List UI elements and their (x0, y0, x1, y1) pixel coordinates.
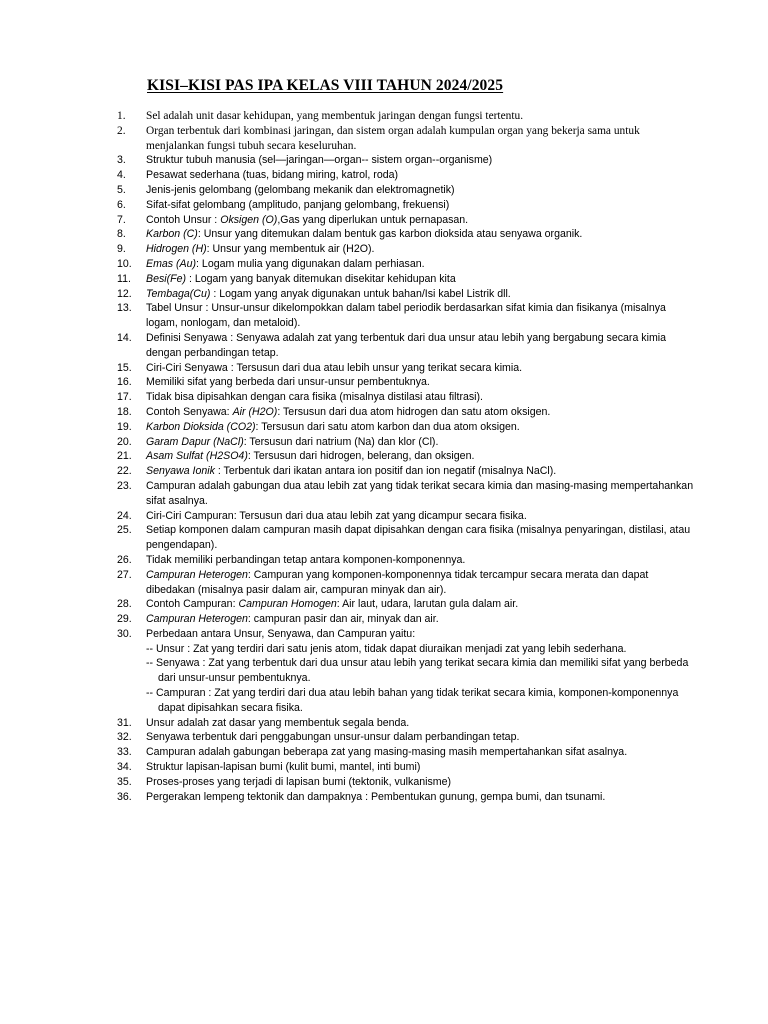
list-item-segment: Contoh Senyawa: (146, 405, 233, 418)
list-item (117, 435, 697, 450)
list-item-number: 23. (117, 479, 132, 492)
list-item-segment: Tidak bisa dipisahkan dengan cara fisika (misalnya distilasi atau filtrasi). (146, 391, 483, 404)
list-item (117, 553, 697, 568)
list-item (117, 775, 697, 790)
list-item-number: 16. (117, 376, 132, 389)
list-item-text (146, 465, 556, 477)
list-item-number: 30. (117, 627, 132, 640)
list-item-text (146, 628, 415, 640)
list-item (117, 213, 697, 228)
list-item-number: 34. (117, 761, 132, 774)
list-item-text (146, 288, 511, 300)
list-item-number: 9. (117, 243, 126, 256)
list-item-number: 22. (117, 465, 132, 478)
list-item-text (146, 436, 438, 448)
list-item-number: 31. (117, 716, 132, 729)
list-item-term: Garam Dapur (NaCl) (146, 435, 244, 448)
list-item-number: 1. (117, 110, 126, 122)
list-item-segment: ,Gas yang diperlukan untuk pernapasan. (277, 213, 469, 226)
list-item-number: 21. (117, 450, 132, 463)
list-item-number: 25. (117, 524, 132, 537)
list-item-term: Campuran Heterogen (146, 568, 248, 581)
list-item (117, 227, 697, 242)
list-item (117, 375, 697, 390)
list-item-term: Besi(Fe) (146, 272, 187, 285)
list-item (117, 361, 697, 376)
list-item (117, 730, 697, 745)
list-item-number: 10. (117, 257, 132, 270)
list-item-text (146, 376, 430, 388)
list-item-segment: Definisi Senyawa : Senyawa adalah zat yang terbentuk dari dua unsur atau lebih yang bergabung secara kimia dengan perbandingan tetap. (146, 331, 667, 359)
list-item-text (146, 184, 455, 196)
list-item-segment: : Air laut, udara, larutan gula dalam air. (336, 598, 519, 611)
list-item-text (146, 169, 398, 181)
list-item-segment: Organ terbentuk dari kombinasi jaringan, dan sistem organ adalah kumpulan organ yang bekerja sama untuk menjalankan fungsi tubuh secara keseluruhan. (146, 124, 640, 152)
list-item-segment: : Logam yang banyak ditemukan disekitar kehidupan kita (186, 272, 456, 285)
list-item (117, 198, 697, 213)
list-item-number: 27. (117, 568, 132, 581)
list-item-text (146, 510, 527, 522)
list-item-segment: Unsur adalah zat dasar yang membentuk segala benda. (146, 716, 410, 729)
list-item-segment: Contoh Unsur : (146, 213, 221, 226)
list-item-segment: Struktur lapisan-lapisan bumi (kulit bumi, mantel, inti bumi) (146, 761, 421, 774)
list-item-segment: : Tersusun dari dua atom hidrogen dan satu atom oksigen. (277, 405, 551, 418)
list-item-text (146, 598, 518, 610)
list-item-number: 20. (117, 435, 132, 448)
list-item-number: 8. (117, 228, 126, 241)
list-item-segment: : Tersusun dari satu atom karbon dan dua atom oksigen. (255, 420, 520, 433)
list-item (117, 272, 697, 287)
list-item-term: Senyawa Ionik (146, 465, 215, 478)
list-item (117, 301, 697, 331)
list-item-number: 6. (117, 198, 126, 211)
list-item-term: Oksigen (O) (220, 213, 278, 226)
list-item-text (146, 110, 523, 122)
list-item-number: 28. (117, 598, 132, 611)
list-item-number: 32. (117, 731, 132, 744)
list-item-number: 19. (117, 420, 132, 433)
list-item-text (146, 406, 550, 418)
list-subitem: -- Senyawa : Zat yang terbentuk dari dua unsur atau lebih yang terikat secara kimia dan memiliki sifat yang berbeda dari unsur-unsur pembentuknya. (146, 657, 689, 685)
list-item-number: 33. (117, 746, 132, 759)
list-item-segment: Senyawa terbentuk dari penggabungan unsur-unsur dalam perbandingan tetap. (146, 731, 520, 744)
list-item-segment: Pergerakan lempeng tektonik dan dampaknya : Pembentukan gunung, gempa bumi, dan tsunami. (146, 790, 606, 803)
list-item-segment: Pesawat sederhana (tuas, bidang miring, katrol, roda) (146, 169, 399, 182)
list-item-segment: Perbedaan antara Unsur, Senyawa, dan Campuran yaitu: (146, 627, 416, 640)
list-item (117, 420, 697, 435)
list-item (117, 405, 697, 420)
list-item (117, 153, 697, 168)
list-item (117, 287, 697, 302)
list-item-segment: Memiliki sifat yang berbeda dari unsur-unsur pembentuknya. (146, 376, 430, 389)
list-item-segment: : Tersusun dari natrium (Na) dan klor (Cl). (243, 435, 439, 448)
list-item-text (146, 199, 449, 211)
list-item-text (146, 791, 605, 803)
list-item-segment: : Unsur yang membentuk air (H2O). (206, 243, 375, 256)
list-item-text (146, 480, 693, 507)
list-item-text (146, 332, 666, 359)
list-item (117, 109, 697, 124)
list-item-text (146, 776, 451, 788)
list-item (117, 568, 697, 598)
list-item-number: 24. (117, 509, 132, 522)
list-item-term: Campuran Heterogen (146, 613, 248, 626)
list-item-number: 14. (117, 331, 132, 344)
list-item-segment: : campuran pasir dan air, minyak dan air. (247, 613, 439, 626)
list-item-segment: Proses-proses yang terjadi di lapisan bumi (tektonik, vulkanisme) (146, 775, 451, 788)
list-item-number: 11. (117, 272, 131, 285)
list-item-text (146, 154, 492, 166)
list-item-number: 13. (117, 302, 132, 315)
list-item (117, 390, 697, 405)
list-item-text (146, 554, 465, 566)
list-item-text (146, 214, 468, 226)
list-item (117, 183, 697, 198)
list-item-term: Air (H2O) (232, 405, 278, 418)
list-item-segment: Jenis-jenis gelombang (gelombang mekanik dan elektromagnetik) (146, 183, 455, 196)
list-item-segment: Setiap komponen dalam campuran masih dapat dipisahkan dengan cara fisika (misalnya penyaringan, distilasi, atau pengendapan). (146, 524, 691, 552)
list-item-term: Emas (Au) (146, 257, 197, 270)
list-item-number: 35. (117, 775, 132, 788)
list-item-number: 7. (117, 213, 126, 226)
list-item-number: 29. (117, 613, 132, 626)
kisi-kisi-list (117, 109, 697, 804)
list-item-number: 26. (117, 553, 132, 566)
list-item (117, 449, 697, 464)
list-item-number: 2. (117, 124, 126, 137)
list-item-number: 4. (117, 169, 126, 182)
list-item-segment: Contoh Campuran: (146, 598, 239, 611)
list-item (117, 479, 697, 509)
list-item-text (146, 746, 627, 758)
list-item-text (146, 362, 522, 374)
list-item-text (146, 391, 483, 403)
list-item-segment: Sifat-sifat gelombang (amplitudo, panjang gelombang, frekuensi) (146, 198, 450, 211)
list-item-text (146, 731, 519, 743)
list-item-term: Hidrogen (H) (146, 243, 207, 256)
list-item-number: 5. (117, 183, 126, 196)
list-item (117, 168, 697, 183)
list-item-text (146, 125, 640, 152)
list-item-segment: : Campuran yang komponen-komponennya tidak tercampur secara merata dan dapat dibedakan (misalnya pasir dalam air, campuran minyak dan air). (146, 568, 649, 596)
list-item-term: Karbon Dioksida (CO2) (146, 420, 256, 433)
list-item-text (146, 302, 666, 329)
list-item-number: 36. (117, 790, 132, 803)
list-item-term: Campuran Homogen (238, 598, 337, 611)
list-item-term: Tembaga(Cu) (146, 287, 211, 300)
list-item-segment: Struktur tubuh manusia (sel—jaringan—organ-- sistem organ--organisme) (146, 154, 493, 167)
list-item-segment: Campuran adalah gabungan beberapa zat yang masing-masing masih mempertahankan sifat asalnya. (146, 746, 628, 759)
list-item-text (146, 524, 690, 551)
list-item-number: 15. (117, 361, 132, 374)
list-item-text (146, 761, 420, 773)
list-item-segment: Ciri-Ciri Campuran: Tersusun dari dua atau lebih zat yang dicampur secara fisika. (146, 509, 527, 522)
list-item-segment: : Tersusun dari hidrogen, belerang, dan oksigen. (247, 450, 475, 463)
list-item (117, 331, 697, 361)
list-item-text (146, 569, 648, 596)
list-item-segment: : Terbentuk dari ikatan antara ion positif dan ion negatif (misalnya NaCl). (214, 465, 557, 478)
list-item-segment: : Logam mulia yang digunakan dalam perhiasan. (196, 257, 425, 270)
list-item (117, 509, 697, 524)
list-item-text (146, 717, 409, 729)
list-item (117, 523, 697, 553)
list-item-text (146, 243, 374, 255)
list-item (117, 790, 697, 805)
list-item-number: 17. (117, 391, 132, 404)
list-item (117, 745, 697, 760)
list-item (117, 627, 697, 716)
list-item (117, 597, 697, 612)
list-item-segment: : Logam yang anyak digunakan untuk bahan/Isi kabel Listrik dll. (210, 287, 511, 300)
list-item-segment: Sel adalah unit dasar kehidupan, yang membentuk jaringan dengan fungsi tertentu. (146, 110, 524, 122)
list-item-text (146, 613, 439, 625)
list-item (117, 760, 697, 775)
list-item-text (146, 421, 520, 433)
list-item-number: 12. (117, 287, 132, 300)
list-item (117, 124, 697, 154)
list-item-number: 18. (117, 405, 132, 418)
list-item-segment: Tabel Unsur : Unsur-unsur dikelompokkan dalam tabel periodik berdasarkan sifat kimia dan fisikanya (misalnya logam, nonlogam, dan metaloid). (146, 302, 666, 330)
list-item-segment: : Unsur yang ditemukan dalam bentuk gas karbon dioksida atau senyawa organik. (197, 228, 583, 241)
list-item (117, 716, 697, 731)
list-item-segment: Tidak memiliki perbandingan tetap antara komponen-komponennya. (146, 553, 466, 566)
list-item (117, 257, 697, 272)
list-item-text (146, 273, 456, 285)
list-item-term: Karbon (C) (146, 228, 198, 241)
list-subitem: -- Campuran : Zat yang terdiri dari dua atau lebih bahan yang tidak terikat secara kimia, komponen-komponennya dapat dipisahkan secara fisika. (146, 687, 679, 714)
list-item-segment: Ciri-Ciri Senyawa : Tersusun dari dua atau lebih unsur yang terikat secara kimia. (146, 361, 523, 374)
list-item (117, 464, 697, 479)
list-item-term: Asam Sulfat (H2SO4) (146, 450, 248, 463)
list-item-text (146, 450, 474, 462)
list-item (117, 242, 697, 257)
document-title: KISI–KISI PAS IPA KELAS VIII TAHUN 2024/2025 (147, 77, 504, 94)
list-item (117, 612, 697, 627)
list-item-segment: Campuran adalah gabungan dua atau lebih zat yang tidak terikat secara kimia dan masing-masing mempertahankan sifat asalnya. (146, 479, 694, 507)
list-subitem: -- Unsur : Zat yang terdiri dari satu jenis atom, tidak dapat diuraikan menjadi zat yang lebih sederhana. (146, 642, 627, 655)
list-item-text (146, 228, 582, 240)
list-item-text (146, 258, 425, 270)
list-item-number: 3. (117, 154, 126, 167)
